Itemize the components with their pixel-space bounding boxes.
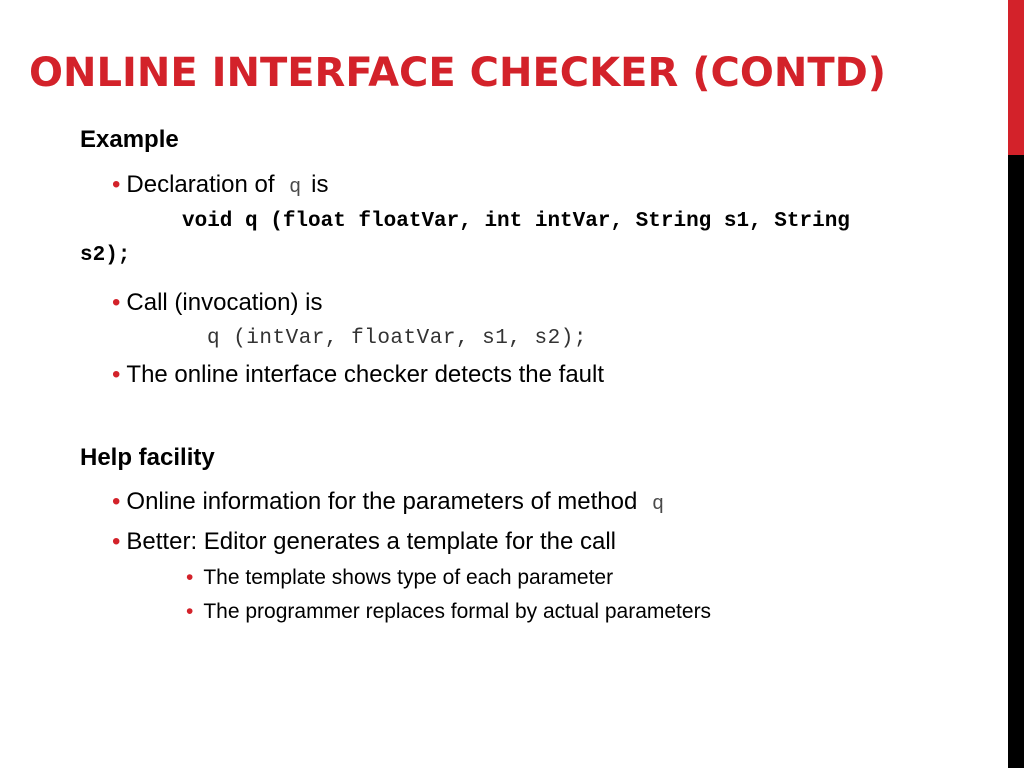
section-heading-help-facility: Help facility: [80, 444, 215, 471]
bullet-dot: •: [112, 488, 121, 515]
accent-bar-red: [1008, 0, 1024, 155]
declaration-label: Declaration of: [126, 171, 275, 198]
bullet-detect: [112, 363, 604, 387]
declaration-identifier: q: [289, 176, 302, 199]
slide-title: ONLINE INTERFACE CHECKER (CONTD): [29, 50, 887, 96]
declaration-code-line1: void q (float floatVar, int intVar, String s1, String: [182, 210, 850, 233]
declaration-suffix: is: [311, 171, 329, 198]
info-label: Online information for the parameters of method: [126, 488, 638, 515]
detect-text: The online interface checker detects the fault: [126, 361, 605, 388]
declaration-code-line2: s2);: [80, 244, 131, 267]
sub-bullet-template-type: [186, 567, 613, 588]
bullet-better: [112, 530, 616, 554]
bullet-dot: •: [112, 289, 121, 316]
sub-item-text: The template shows type of each parameter: [203, 566, 614, 589]
bullet-dot: •: [186, 600, 194, 623]
sub-bullet-programmer-replaces: [186, 601, 711, 622]
section-heading-example: Example: [80, 126, 179, 153]
bullet-dot: •: [112, 171, 121, 198]
info-identifier: q: [652, 493, 665, 516]
call-label: Call (invocation) is: [126, 289, 323, 316]
bullet-declaration: [112, 173, 329, 198]
bullet-info: [112, 490, 664, 515]
bullet-dot: •: [112, 361, 121, 388]
call-code: q (intVar, floatVar, s1, s2);: [207, 327, 587, 350]
better-text: Better: Editor generates a template for the call: [126, 528, 617, 555]
sub-item-text: The programmer replaces formal by actual parameters: [203, 600, 712, 623]
bullet-dot: •: [112, 528, 121, 555]
bullet-call: [112, 291, 322, 315]
accent-bar-black: [1008, 155, 1024, 768]
bullet-dot: •: [186, 566, 194, 589]
